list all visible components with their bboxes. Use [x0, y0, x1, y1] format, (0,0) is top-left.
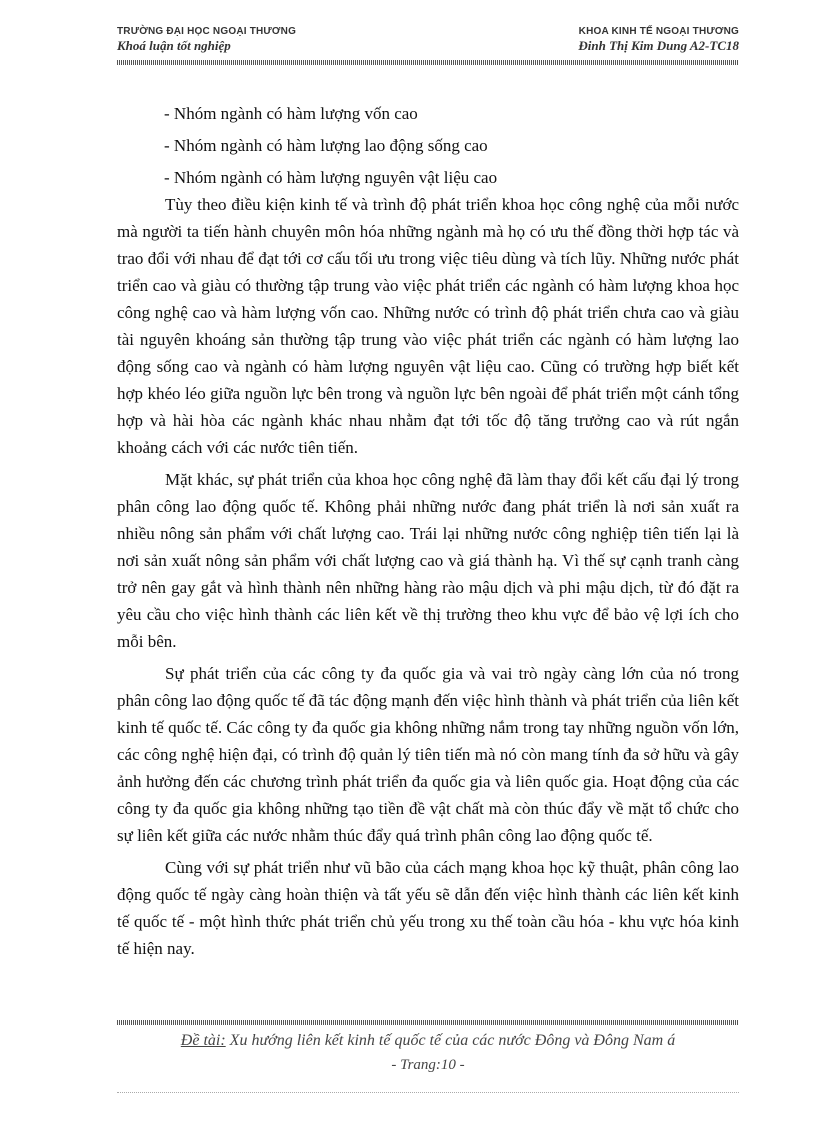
topic-label: Đề tài: [180, 1032, 226, 1049]
footer-divider [117, 1020, 739, 1025]
page-prefix: - Trang: [391, 1057, 441, 1073]
paragraph: Sự phát triển của các công ty đa quốc gia và vai trò ngày càng lớn của nó trong phân công lao động quốc tế đã tác động mạnh đến việc hình thành và phát triển của liên kết kinh tế quốc tế. Các công ty đa quốc gia không những nắm trong tay những nguồn vốn lớn, các công nghệ hiện đại, có trình độ quản lý tiên tiến mà nó còn mang tính đa sở hữu và gây ảnh hưởng đến các chương trình phát triển đa quốc gia và liên quốc gia. Hoạt động của các công ty đa quốc gia không những tạo tiền đề vật chất mà còn thúc đẩy về mặt tổ chức cho sự liên kết giữa các nước nhằm thúc đẩy quá trình phân công lao động quốc tế. [117, 664, 739, 845]
bullet-item: - Nhóm ngành có hàm lượng nguyên vật liệu cao [164, 168, 498, 187]
topic-text: Xu hướng liên kết kinh tế quốc tế của các nước Đông và Đông Nam á [225, 1032, 676, 1049]
footer-topic [117, 1032, 739, 1050]
paragraph: Mặt khác, sự phát triển của khoa học công nghệ đã làm thay đổi kết cấu đại lý trong phân công lao động quốc tế. Không phải những nước đang phát triển là nơi sản xuất ra nhiều nông sản phẩm với chất lượng cao. Trái lại những nước công nghiệp tiên tiến lại là nơi sản xuất nông sản phẩm với chất lượng cao và giá thành hạ. Vì thế sự cạnh tranh càng trở nên gay gắt và hình thành nên những hàng rào mậu dịch và phi mậu dịch, từ đó đặt ra yêu cầu cho việc hình thành các liên kết về thị trường theo khu vực để bảo vệ lợi ích cho mỗi bên. [117, 470, 739, 651]
bullet-item: - Nhóm ngành có hàm lượng lao động sống cao [164, 136, 488, 155]
header-divider [117, 60, 739, 65]
paragraph: Tùy theo điều kiện kinh tế và trình độ phát triển khoa học công nghệ của mỗi nước mà người ta tiến hành chuyên môn hóa những ngành mà họ có ưu thế đồng thời hợp tác và trao đổi với nhau để đạt tới cơ cấu tối ưu trong việc tiêu dùng và tích lũy. Những nước phát triển cao và giàu có thường tập trung vào việc phát triển các ngành có hàm lượng khoa học công nghệ cao và hàm lượng vốn cao. Những nước có trình độ phát triển chưa cao và giàu tài nguyên khoáng sản thường tập trung vào việc phát triển các ngành có hàm lượng lao động sống cao và ngành có hàm lượng nguyên vật liệu cao. Cũng có trường hợp biết kết hợp khéo léo giữa nguồn lực bên trong và nguồn lực bên ngoài để phát triển một cánh tổng hợp và hài hòa các ngành khác nhau nhằm đạt tới tốc độ tăng trưởng cao và rút ngắn khoảng cách với các nước tiên tiến. [117, 195, 739, 457]
bottom-dotted-line [117, 1092, 739, 1093]
page-number-line [117, 1057, 739, 1074]
faculty-name: KHOA KINH TẾ NGOẠI THƯƠNG [578, 26, 739, 37]
author-name: Đinh Thị Kim Dung A2-TC18 [578, 38, 739, 53]
document-type: Khoá luận tốt nghiệp [117, 38, 231, 53]
document-body [117, 100, 739, 962]
page-header [117, 26, 739, 60]
university-name: TRƯỜNG ĐẠI HỌC NGOẠI THƯƠNG [117, 26, 297, 37]
page-suffix: - [455, 1057, 465, 1073]
page-number: 10 [440, 1057, 456, 1073]
bullet-item: - Nhóm ngành có hàm lượng vốn cao [164, 104, 418, 123]
paragraph: Cùng với sự phát triển như vũ bão của cách mạng khoa học kỹ thuật, phân công lao động quốc tế ngày càng hoàn thiện và tất yếu sẽ dẫn đến việc hình thành các liên kết kinh tế quốc tế - một hình thức phát triển chủ yếu trong xu thế toàn cầu hóa - khu vực hóa kinh tế hiện nay. [117, 858, 739, 958]
